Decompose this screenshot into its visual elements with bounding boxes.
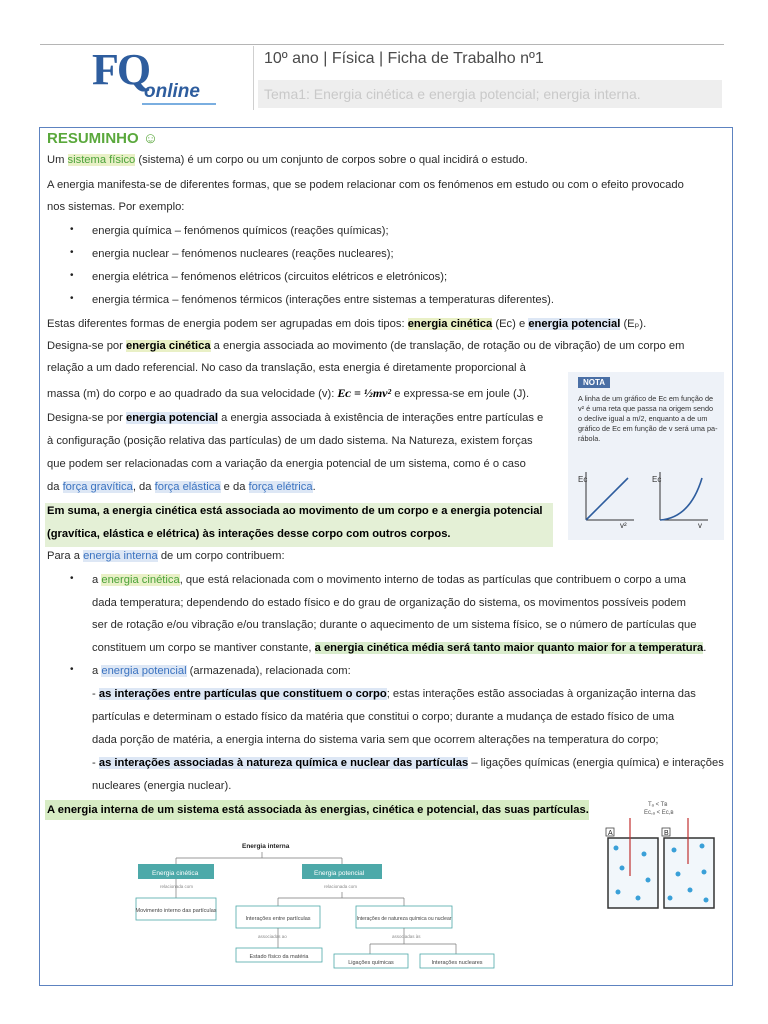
- internal-energy-concept-map: [130, 832, 510, 972]
- map-root: Energia interna: [242, 843, 290, 850]
- paragraph-internal-energy: [47, 549, 285, 563]
- internal-potential-sub1-line1: [92, 687, 722, 701]
- text: Para a: [47, 550, 84, 562]
- map-physical-state: Estado físico da matéria: [249, 954, 309, 960]
- summary-line2: (gravítica, elástica e elétrica) às interações desse corpo com outros corpos.: [47, 528, 451, 540]
- text: a: [92, 665, 102, 677]
- text: -: [92, 757, 99, 769]
- map-movement: Movimento interno das partículas: [135, 908, 217, 914]
- bullet: •: [70, 293, 74, 304]
- map-potential: Energia potencial: [314, 870, 365, 877]
- term-elastic-force: força elástica: [154, 481, 221, 493]
- text: A linha de um gráfico de Eᴄ em função de: [578, 394, 714, 403]
- paragraph-potential-line4: [47, 480, 316, 494]
- bullet: •: [70, 247, 74, 258]
- paragraph-kinetic-line1: [47, 339, 721, 353]
- particles-beakers-illustration: [604, 796, 722, 912]
- term-kinetic-energy: energia cinética: [101, 574, 180, 586]
- internal-kinetic-line1: [92, 573, 722, 587]
- text: -: [92, 688, 99, 700]
- text: , da: [132, 481, 155, 493]
- graph2-parabola: [660, 478, 702, 520]
- graph2-x-label: v: [698, 521, 702, 530]
- term-kinetic-energy: energia cinética: [407, 318, 493, 330]
- map-kinetic: Energia cinética: [152, 870, 199, 877]
- energy-condition: Eᴄ,ₐ < Eᴄ,ʙ: [644, 810, 674, 816]
- term-physical-system: sistema físico: [67, 154, 136, 166]
- text: dada temperatura; dependendo do estado físico e do grau de organização do sistema, os movimentos possíveis podem: [92, 597, 686, 609]
- list-item: energia elétrica – fenómenos elétricos (circuitos elétricos e eletrónicos);: [92, 271, 448, 283]
- term-potential-energy: energia potencial: [125, 412, 218, 424]
- paragraph-energy-line2: nos sistemas. Por exemplo:: [47, 201, 185, 213]
- graph1-y-label: Eᴄ: [578, 475, 588, 484]
- text: – ligações químicas (energia química) e interações: [468, 757, 724, 769]
- highlight-particle-interactions: as interações entre partículas que constituem o corpo: [98, 688, 387, 700]
- map-particle-interactions: Interações entre partículas: [245, 916, 311, 922]
- text: o declive igual a m/2, enquanto a de um: [578, 414, 708, 423]
- text: (armazenada), relacionada com:: [186, 665, 351, 677]
- text: gráfico de Eᴄ em função de v será uma pa-: [578, 424, 718, 433]
- text: , que está relacionada com o movimento interno de todas as partículas que contribuem o corpo a uma: [179, 574, 686, 586]
- text: de um corpo contribuem:: [157, 550, 285, 562]
- note-tag: NOTA: [578, 377, 610, 388]
- paragraph-potential-line1: [47, 411, 555, 425]
- section-title: RESUMINHO ☺: [47, 130, 159, 147]
- note-graphs: [572, 462, 722, 532]
- bullet: •: [70, 224, 74, 235]
- text: a: [92, 574, 102, 586]
- text: a energia associada ao movimento (de translação, de rotação ou de vibração) de um corpo em: [210, 340, 685, 352]
- text: rábola.: [578, 434, 601, 443]
- internal-kinetic-line4: [92, 641, 706, 655]
- graph1-linear-line: [586, 478, 628, 520]
- bullet: •: [70, 573, 74, 584]
- text: Um: [47, 154, 68, 166]
- text: Em suma, a energia cinética está associada ao movimento de um corpo e a energia potencial: [47, 505, 543, 517]
- term-electric-force: força elétrica: [248, 481, 313, 493]
- text: e expressa-se em joule (J).: [391, 388, 530, 400]
- text: v² é uma reta que passa na origem sendo: [578, 404, 714, 413]
- term-gravitational-force: força gravítica: [62, 481, 133, 493]
- text: da: [47, 481, 63, 493]
- text: massa (m) do corpo e ao quadrado da sua velocidade (v):: [47, 388, 338, 400]
- internal-kinetic-line2: [92, 596, 722, 610]
- internal-potential-sub2-line1: [92, 756, 722, 770]
- list-item: energia química – fenómenos químicos (reações químicas);: [92, 225, 389, 237]
- note-text: [578, 394, 718, 444]
- map-chemical-nuclear: Interações de natureza química ou nuclear: [356, 916, 452, 922]
- text: partículas e determinam o estado físico da matéria que constitui o corpo; durante a mudança de estado físico de uma: [92, 711, 675, 723]
- text: ser de rotação e/ou vibração e/ou translação; durante o aquecimento de um sistema físico, se o número de partículas que: [92, 619, 697, 631]
- paragraph-system: [47, 153, 528, 167]
- text: relação a um dado referencial. No caso da translação, esta energia é diretamente proporcional à: [47, 362, 526, 374]
- internal-potential-sub1-line3: dada porção de matéria, a energia interna do sistema varia sem que ocorrem alterações na temperatura do corpo;: [92, 734, 659, 746]
- internal-potential-line1: [92, 664, 351, 678]
- label-b: B: [664, 830, 669, 837]
- list-item: energia nuclear – fenómenos nucleares (reações nucleares);: [92, 248, 394, 260]
- logo-fq: FQ: [92, 45, 150, 94]
- temperature-condition: Tₐ < Tʙ: [648, 802, 668, 808]
- label-a: A: [608, 830, 613, 837]
- text: à configuração (posição relativa das partículas) de um dado sistema. Na Natureza, existem forças: [47, 435, 533, 447]
- map-nuclear-interactions: Interações nucleares: [431, 960, 483, 966]
- graph2-y-label: Eᴄ: [652, 475, 662, 484]
- list-item: energia térmica – fenómenos térmicos (interações entre sistemas a temperaturas diferentes).: [92, 294, 555, 306]
- highlight-average-kinetic: a energia cinética média será tanto maior quanto maior for a temperatura: [314, 642, 704, 654]
- paragraph-energy-line1: [47, 178, 721, 192]
- final-statement: A energia interna de um sistema está associada às energias, cinética e potencial, das suas partículas.: [47, 804, 589, 816]
- fq-online-logo: [92, 45, 222, 106]
- text: .: [312, 481, 316, 493]
- term-kinetic-energy: energia cinética: [125, 340, 211, 352]
- paragraph-two-types: [47, 317, 646, 331]
- text: A energia manifesta-se de diferentes formas, que se podem relacionar com os fenómenos em estudo ou com o efeito provocado: [47, 179, 684, 191]
- map-rel2: relacionada com: [324, 884, 358, 889]
- worksheet-title: 10º ano | Física | Ficha de Trabalho nº1: [264, 50, 544, 67]
- text: que podem ser relacionadas com a variação da energia potencial de um sistema, como é o caso: [47, 458, 526, 470]
- graph1-x-label: v²: [620, 521, 627, 530]
- map-assoc2: associadas às: [392, 934, 421, 939]
- text: Designa-se por: [47, 340, 126, 352]
- map-rel1: relacionada com: [160, 884, 194, 889]
- highlight-chemical-nuclear: as interações associadas à natureza química e nuclear das partículas: [98, 757, 469, 769]
- paragraph-kinetic-line3: [47, 386, 529, 401]
- text: constituem um corpo se mantiver constante,: [92, 642, 315, 654]
- text: (Eₚ).: [620, 318, 647, 330]
- term-potential-energy: energia potencial: [101, 665, 187, 677]
- kinetic-energy-formula: Eᴄ = ½mv²: [337, 386, 392, 400]
- text: ; estas interações estão associadas à organização interna das: [386, 688, 696, 700]
- worksheet-subtitle: Tema1: Energia cinética e energia potencial; energia interna.: [258, 80, 722, 108]
- text: (sistema) é um corpo ou um conjunto de corpos sobre o qual incidirá o estudo.: [135, 154, 528, 166]
- logo-online: online: [144, 81, 200, 102]
- term-potential-energy: energia potencial: [528, 318, 621, 330]
- header-separator: [253, 46, 254, 110]
- bullet: •: [70, 270, 74, 281]
- text: (Eᴄ) e: [492, 318, 529, 330]
- paragraph-potential-line3: [47, 457, 555, 471]
- text: a energia associada à existência de interações entre partículas e: [218, 412, 544, 424]
- map-chemical-bonds: Ligações químicas: [348, 960, 394, 966]
- text: Designa-se por: [47, 412, 126, 424]
- paragraph-kinetic-line2: [47, 361, 555, 375]
- internal-potential-sub2-line2: nucleares (energia nuclear).: [92, 780, 232, 792]
- text: .: [703, 642, 707, 654]
- internal-potential-sub1-line2: [92, 710, 722, 724]
- text: e da: [220, 481, 249, 493]
- term-internal-energy: energia interna: [83, 550, 158, 562]
- map-assoc1: associadas ao: [258, 934, 287, 939]
- summary-line1: [47, 504, 555, 518]
- internal-kinetic-line3: [92, 618, 722, 632]
- text: Estas diferentes formas de energia podem ser agrupadas em dois tipos:: [47, 318, 408, 330]
- paragraph-potential-line2: [47, 434, 555, 448]
- bullet: •: [70, 664, 74, 675]
